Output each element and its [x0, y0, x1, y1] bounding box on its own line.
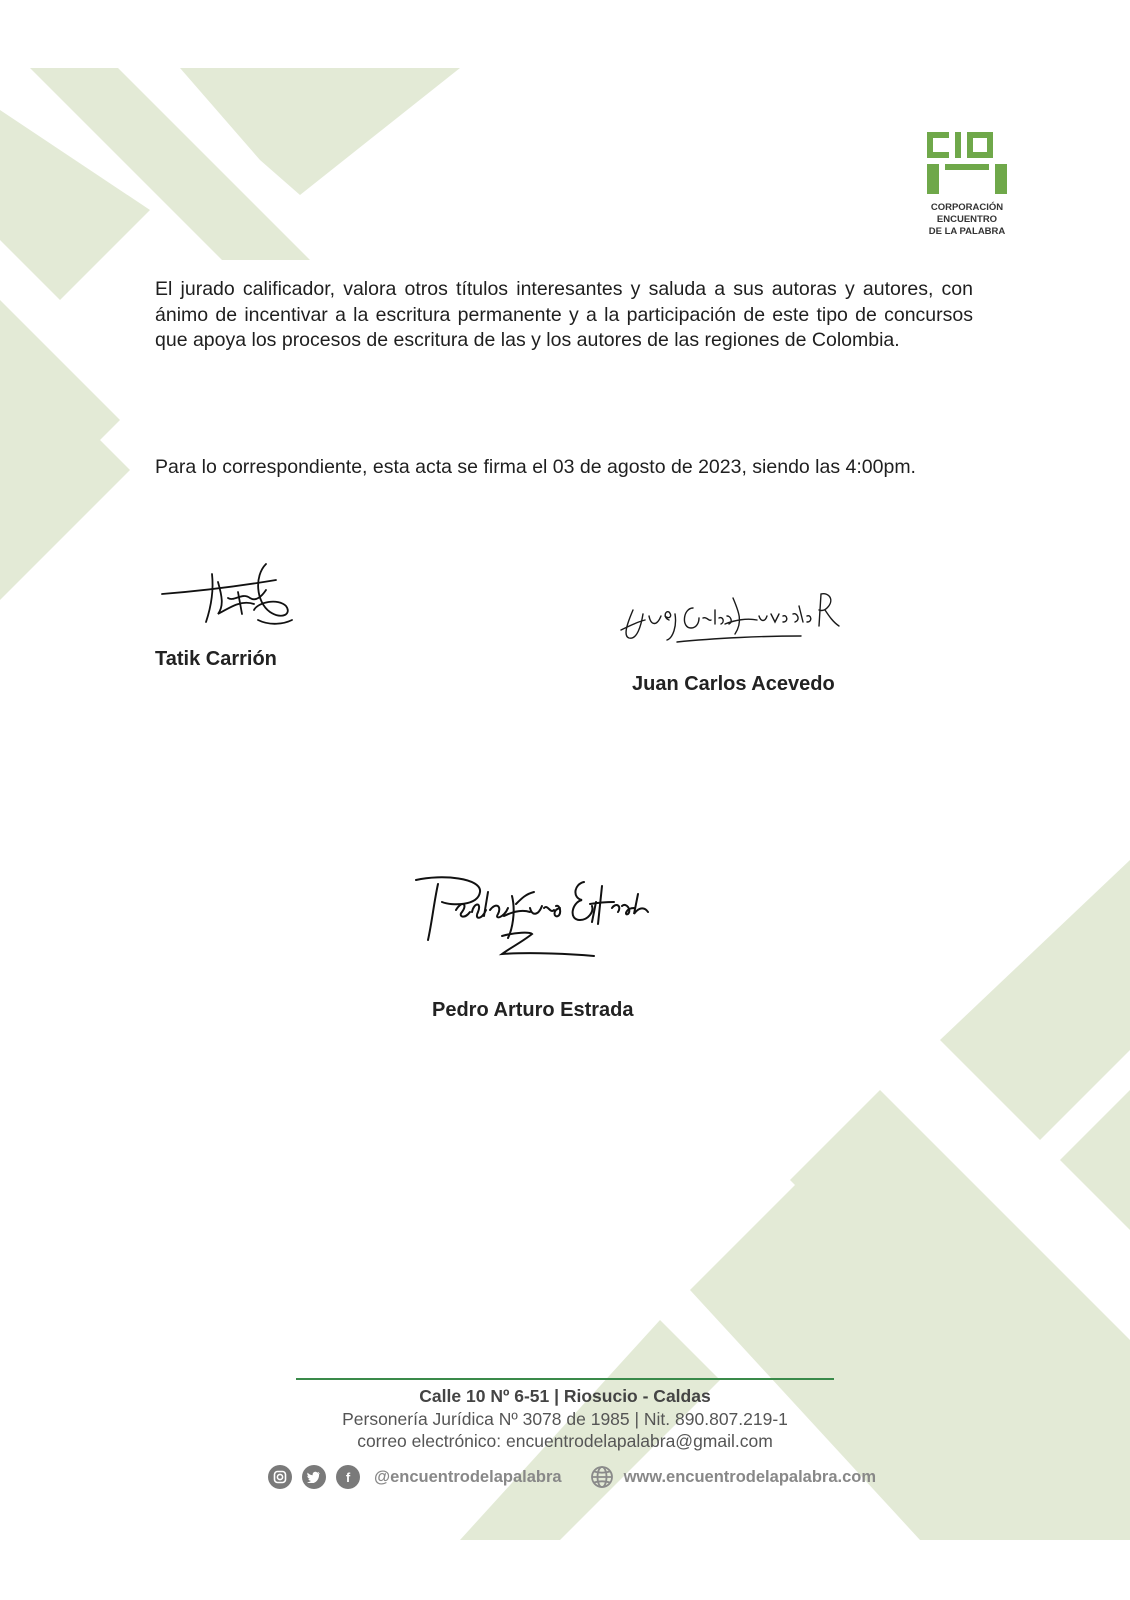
signature-juan-carlos-acevedo: [615, 586, 845, 646]
signature-tatik-carrion: [158, 562, 298, 632]
globe-icon: [590, 1465, 614, 1489]
footer-address: Calle 10 Nº 6-51 | Riosucio - Caldas: [419, 1386, 711, 1406]
paragraph-jury-note: El jurado calificador, valora otros títulos interesantes y saluda a sus autoras y autores, con ánimo de incentivar a la escritura permanente y a la participación de este tipo de concursos que apoya los procesos de escritura de las y los autores de las regiones de Colombia.: [155, 278, 973, 351]
organization-logo: [918, 132, 1016, 238]
website-link[interactable]: www.encuentrodelapalabra.com: [623, 1467, 877, 1486]
twitter-icon[interactable]: [302, 1465, 326, 1489]
logo-mark-icon: [927, 132, 1007, 194]
signature-pedro-arturo-estrada: [412, 872, 672, 972]
footer-email: correo electrónico: encuentrodelapalabra@gmail.com: [357, 1431, 773, 1451]
signer-name-1: Tatik Carrión: [155, 648, 277, 670]
logo-text: CORPORACIÓN ENCUENTRO DE LA PALABRA: [928, 202, 1006, 237]
signer-name-3: Pedro Arturo Estrada: [432, 999, 634, 1021]
footer-divider: [296, 1378, 834, 1380]
paragraph-signing-date: Para lo correspondiente, esta acta se firma el 03 de agosto de 2023, siendo las 4:00pm.: [155, 456, 916, 478]
footer-social-links: [268, 1463, 876, 1491]
footer-registration: Personería Jurídica Nº 3078 de 1985 | Nit. 890.807.219-1: [342, 1409, 788, 1429]
signer-name-2: Juan Carlos Acevedo: [632, 673, 835, 695]
instagram-icon[interactable]: [268, 1465, 292, 1489]
facebook-icon[interactable]: f: [336, 1465, 360, 1489]
social-handle[interactable]: @encuentrodelapalabra: [374, 1467, 562, 1486]
